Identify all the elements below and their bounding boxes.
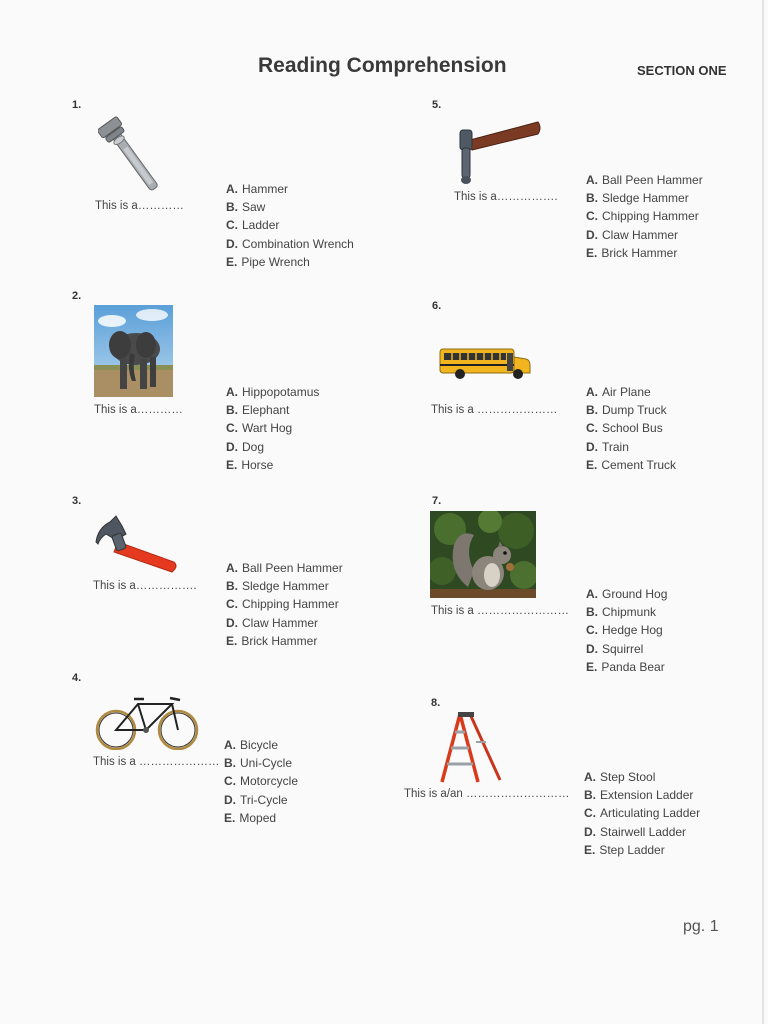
- option-b[interactable]: B. Sledge Hammer: [226, 579, 329, 594]
- option-d[interactable]: D. Claw Hammer: [226, 615, 319, 630]
- question-4-options: [224, 736, 298, 827]
- option-b[interactable]: B. Sledge Hammer: [586, 191, 689, 206]
- option-b[interactable]: B. Dump Truck: [586, 403, 667, 418]
- option-e[interactable]: E. Pipe Wrench: [226, 254, 310, 269]
- question-3-number: 3.: [72, 495, 82, 507]
- option-a[interactable]: A. Air Plane: [586, 385, 651, 399]
- page-edge-shadow: [762, 0, 764, 1024]
- step-ladder-image: [438, 712, 504, 784]
- claw-hammer-image: [92, 512, 180, 574]
- option-a[interactable]: A. Hammer: [226, 182, 289, 196]
- option-a[interactable]: A. Step Stool: [584, 770, 656, 784]
- option-e[interactable]: E. Brick Hammer: [586, 245, 678, 260]
- option-b[interactable]: B. Elephant: [226, 403, 290, 418]
- option-c[interactable]: C. Articulating Ladder: [584, 806, 701, 821]
- question-2-caption: This is a…………: [94, 404, 183, 416]
- section-label: SECTION ONE: [637, 63, 727, 78]
- question-6-number: 6.: [432, 300, 442, 312]
- option-b[interactable]: B. Chipmunk: [586, 605, 657, 620]
- question-5-caption: This is a…………….: [454, 191, 558, 203]
- option-d[interactable]: D. Combination Wrench: [226, 236, 354, 251]
- question-7-number: 7.: [432, 495, 442, 507]
- option-c[interactable]: C. Motorcycle: [224, 774, 299, 789]
- option-a[interactable]: A. Ball Peen Hammer: [226, 561, 343, 575]
- question-5-options: [586, 171, 703, 262]
- question-1-number: 1.: [72, 99, 82, 111]
- question-5-number: 5.: [432, 99, 442, 111]
- option-c[interactable]: C. Hedge Hog: [586, 623, 663, 638]
- option-e[interactable]: E. Cement Truck: [586, 457, 677, 472]
- option-c[interactable]: C. Ladder: [226, 218, 280, 233]
- option-a[interactable]: A. Hippopotamus: [226, 385, 320, 399]
- option-d[interactable]: D. Tri-Cycle: [224, 792, 288, 807]
- option-d[interactable]: D. Claw Hammer: [586, 227, 679, 242]
- option-a[interactable]: A. Ground Hog: [586, 587, 668, 601]
- ball-peen-hammer-image: [456, 118, 542, 186]
- option-d[interactable]: D. Stairwell Ladder: [584, 824, 687, 839]
- question-7-options: [586, 585, 667, 676]
- elephant-image: [94, 305, 173, 397]
- question-6-caption: This is a …………………: [431, 404, 558, 416]
- question-2-options: [226, 383, 319, 474]
- page-number: pg. 1: [683, 918, 719, 935]
- option-d[interactable]: D. Squirrel: [586, 641, 644, 656]
- option-e[interactable]: E. Step Ladder: [584, 842, 665, 857]
- question-4-number: 4.: [72, 672, 82, 684]
- option-b[interactable]: B. Uni-Cycle: [224, 756, 293, 771]
- option-b[interactable]: B. Saw: [226, 200, 266, 215]
- option-d[interactable]: D. Dog: [226, 439, 265, 454]
- question-8-caption: This is a/an ………………………: [404, 788, 570, 800]
- option-b[interactable]: B. Extension Ladder: [584, 788, 694, 803]
- option-d[interactable]: D. Train: [586, 439, 629, 454]
- option-e[interactable]: E. Brick Hammer: [226, 633, 318, 648]
- question-2-number: 2.: [72, 290, 82, 302]
- school-bus-image: [438, 345, 532, 381]
- option-c[interactable]: C. Wart Hog: [226, 421, 293, 436]
- question-4-caption: This is a …………………: [93, 756, 220, 768]
- question-8-number: 8.: [431, 697, 441, 709]
- question-1-options: [226, 180, 354, 271]
- page-title: Reading Comprehension: [258, 54, 507, 77]
- question-7-caption: This is a ……………………: [431, 605, 570, 617]
- option-e[interactable]: E. Panda Bear: [586, 659, 665, 674]
- squirrel-image: [430, 511, 536, 598]
- option-c[interactable]: C. Chipping Hammer: [586, 209, 699, 224]
- option-a[interactable]: A. Bicycle: [224, 738, 279, 752]
- option-e[interactable]: E. Horse: [226, 457, 274, 472]
- question-3-options: [226, 559, 343, 650]
- option-c[interactable]: C. Chipping Hammer: [226, 597, 339, 612]
- option-a[interactable]: A. Ball Peen Hammer: [586, 173, 703, 187]
- question-3-caption: This is a…………….: [93, 580, 197, 592]
- option-e[interactable]: E. Moped: [224, 810, 277, 825]
- question-6-options: [586, 383, 676, 474]
- pipe-wrench-image: [98, 112, 164, 198]
- question-8-options: [584, 768, 700, 859]
- bicycle-image: [94, 690, 200, 750]
- option-c[interactable]: C. School Bus: [586, 421, 663, 436]
- question-1-caption: This is a…………: [95, 200, 184, 212]
